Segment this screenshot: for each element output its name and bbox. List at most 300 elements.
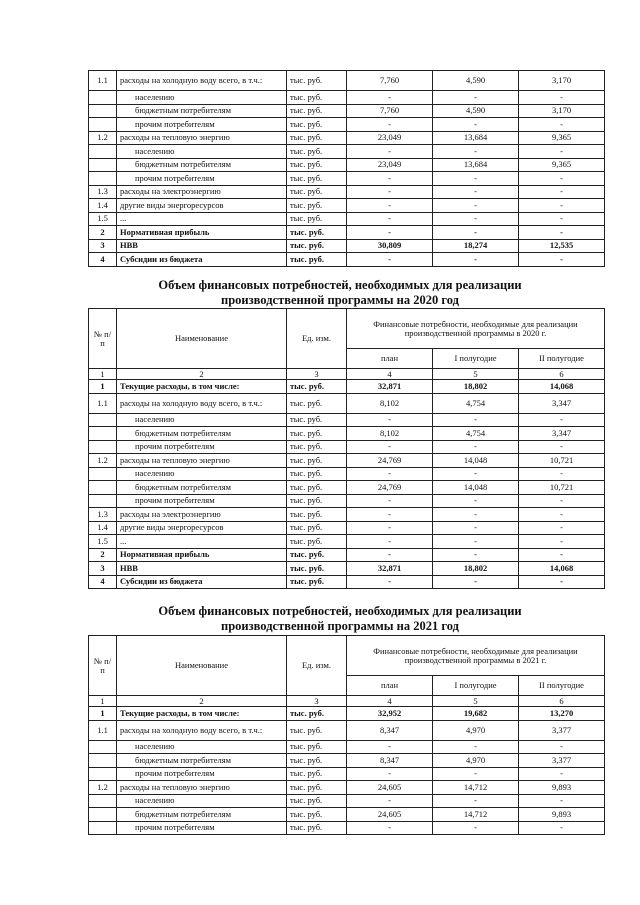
row-half1-value: 14,712 — [433, 808, 519, 822]
row-number: 1 — [89, 707, 117, 721]
table-row — [89, 131, 605, 145]
row-name: другие виды энергоресурсов — [117, 199, 287, 213]
row-half2-value: 9,893 — [519, 808, 605, 822]
row-half1-value: - — [433, 440, 519, 454]
row-unit: тыс. руб. — [287, 720, 347, 740]
row-half1-value: 4,970 — [433, 754, 519, 768]
row-half1-value: - — [433, 548, 519, 562]
row-half1-value: 13,684 — [433, 131, 519, 145]
row-half1-value: 18,802 — [433, 380, 519, 394]
row-plan-value: - — [347, 226, 433, 240]
row-half1-value: 14,048 — [433, 481, 519, 495]
row-plan-value: 24,605 — [347, 781, 433, 795]
row-half2-value: - — [519, 91, 605, 105]
row-number: 1 — [89, 380, 117, 394]
row-half2-value: - — [519, 535, 605, 549]
row-unit: тыс. руб. — [287, 71, 347, 91]
row-unit: тыс. руб. — [287, 707, 347, 721]
row-unit: тыс. руб. — [287, 521, 347, 535]
financial-table-continued — [88, 70, 605, 267]
row-number: 1.2 — [89, 131, 117, 145]
row-half1-value: - — [433, 821, 519, 835]
row-plan-value: 7,760 — [347, 104, 433, 118]
row-number: 1.2 — [89, 781, 117, 795]
row-half1-value: - — [433, 253, 519, 267]
section-2021-title — [80, 604, 600, 634]
row-name: прочим потребителям — [117, 821, 287, 835]
column-index: 2 — [117, 696, 287, 707]
row-plan-value: - — [347, 440, 433, 454]
row-unit: тыс. руб. — [287, 91, 347, 105]
row-name: бюджетным потребителям — [117, 104, 287, 118]
row-half2-value: 3,377 — [519, 754, 605, 768]
row-name: Субсидии из бюджета — [117, 575, 287, 589]
row-half1-value: 4,754 — [433, 393, 519, 413]
row-half2-value: - — [519, 467, 605, 481]
header-name: Наименование — [117, 309, 287, 369]
row-name: расходы на электроэнергию — [117, 508, 287, 522]
row-plan-value: - — [347, 172, 433, 186]
row-plan-value: - — [347, 185, 433, 199]
row-half2-value: 3,170 — [519, 104, 605, 118]
row-unit: тыс. руб. — [287, 548, 347, 562]
row-unit: тыс. руб. — [287, 380, 347, 394]
row-name: другие виды энергоресурсов — [117, 521, 287, 535]
row-number — [89, 808, 117, 822]
row-half2-value: 9,365 — [519, 158, 605, 172]
row-name: населению — [117, 91, 287, 105]
row-name: Нормативная прибыль — [117, 226, 287, 240]
row-name: ... — [117, 212, 287, 226]
row-number — [89, 427, 117, 441]
row-number: 1.5 — [89, 535, 117, 549]
row-name: прочим потребителям — [117, 118, 287, 132]
section-2021-title-line2: производственной программы на 2021 год — [221, 619, 459, 633]
row-unit: тыс. руб. — [287, 239, 347, 253]
row-half1-value: - — [433, 212, 519, 226]
header-unit: Ед. изм. — [287, 309, 347, 369]
row-half2-value: 9,893 — [519, 781, 605, 795]
row-unit: тыс. руб. — [287, 118, 347, 132]
table-row — [89, 467, 605, 481]
header-number: № п/п — [89, 309, 117, 369]
row-half1-value: 4,754 — [433, 427, 519, 441]
row-number — [89, 794, 117, 808]
row-half2-value: - — [519, 226, 605, 240]
row-number — [89, 104, 117, 118]
row-half2-value: - — [519, 440, 605, 454]
row-number: 3 — [89, 239, 117, 253]
row-half1-value: - — [433, 575, 519, 589]
row-half2-value: - — [519, 767, 605, 781]
row-plan-value: 24,769 — [347, 454, 433, 468]
row-number: 1.1 — [89, 393, 117, 413]
row-unit: тыс. руб. — [287, 145, 347, 159]
row-unit: тыс. руб. — [287, 808, 347, 822]
table-row — [89, 808, 605, 822]
row-plan-value: - — [347, 467, 433, 481]
row-number — [89, 172, 117, 186]
row-unit: тыс. руб. — [287, 508, 347, 522]
table-row — [89, 172, 605, 186]
column-index: 3 — [287, 696, 347, 707]
table-row — [89, 740, 605, 754]
row-unit: тыс. руб. — [287, 562, 347, 576]
header-half1: I полугодие — [433, 349, 519, 369]
table-row — [89, 104, 605, 118]
row-half2-value: - — [519, 794, 605, 808]
table-row — [89, 212, 605, 226]
row-half1-value: 4,590 — [433, 71, 519, 91]
column-index: 5 — [433, 696, 519, 707]
table-row — [89, 494, 605, 508]
row-half1-value: 13,684 — [433, 158, 519, 172]
row-half2-value: - — [519, 548, 605, 562]
header-financial-needs: Финансовые потребности, необходимые для реализации производственной программы в 2020 г. — [347, 309, 605, 349]
row-half1-value: - — [433, 172, 519, 186]
row-plan-value: - — [347, 145, 433, 159]
header-plan: план — [347, 676, 433, 696]
row-unit: тыс. руб. — [287, 413, 347, 427]
row-number: 1.4 — [89, 521, 117, 535]
row-half1-value: - — [433, 767, 519, 781]
row-name: расходы на холодную воду всего, в т.ч.: — [117, 393, 287, 413]
table-row — [89, 91, 605, 105]
row-name: Текущие расходы, в том числе: — [117, 707, 287, 721]
row-number: 1.1 — [89, 720, 117, 740]
row-number: 3 — [89, 562, 117, 576]
row-name: расходы на тепловую энергию — [117, 781, 287, 795]
row-name: НВВ — [117, 239, 287, 253]
row-plan-value: 32,871 — [347, 380, 433, 394]
row-half1-value: 18,274 — [433, 239, 519, 253]
row-unit: тыс. руб. — [287, 199, 347, 213]
row-half1-value: - — [433, 535, 519, 549]
table-row — [89, 393, 605, 413]
financial-table-2021 — [88, 635, 605, 835]
row-number: 1.3 — [89, 185, 117, 199]
row-half1-value: - — [433, 185, 519, 199]
row-unit: тыс. руб. — [287, 575, 347, 589]
table-row — [89, 118, 605, 132]
table-row — [89, 158, 605, 172]
row-name: прочим потребителям — [117, 767, 287, 781]
row-plan-value: - — [347, 794, 433, 808]
table-row — [89, 575, 605, 589]
row-number: 1.4 — [89, 199, 117, 213]
row-half2-value: - — [519, 575, 605, 589]
row-plan-value: - — [347, 740, 433, 754]
row-name: бюджетным потребителям — [117, 754, 287, 768]
row-number: 2 — [89, 226, 117, 240]
row-number — [89, 440, 117, 454]
row-half2-value: - — [519, 253, 605, 267]
row-unit: тыс. руб. — [287, 440, 347, 454]
financial-table-2020 — [88, 308, 605, 589]
row-name: прочим потребителям — [117, 440, 287, 454]
row-half1-value: - — [433, 91, 519, 105]
row-plan-value: - — [347, 253, 433, 267]
table-row — [89, 508, 605, 522]
row-name: населению — [117, 467, 287, 481]
row-plan-value: - — [347, 521, 433, 535]
table-row — [89, 185, 605, 199]
row-unit: тыс. руб. — [287, 212, 347, 226]
column-index: 6 — [519, 696, 605, 707]
row-number — [89, 767, 117, 781]
row-half2-value: - — [519, 172, 605, 186]
row-unit: тыс. руб. — [287, 767, 347, 781]
row-name: бюджетным потребителям — [117, 427, 287, 441]
row-half2-value: 14,068 — [519, 562, 605, 576]
row-number: 1.2 — [89, 454, 117, 468]
row-half2-value: - — [519, 199, 605, 213]
row-number — [89, 118, 117, 132]
column-index: 2 — [117, 369, 287, 380]
row-half1-value: - — [433, 521, 519, 535]
row-plan-value: - — [347, 91, 433, 105]
row-plan-value: - — [347, 118, 433, 132]
section-2020-title-line2: производственной программы на 2020 год — [221, 293, 459, 307]
row-unit: тыс. руб. — [287, 740, 347, 754]
row-half2-value: - — [519, 185, 605, 199]
row-half1-value: - — [433, 740, 519, 754]
row-half1-value: - — [433, 413, 519, 427]
row-plan-value: 30,809 — [347, 239, 433, 253]
header-half1: I полугодие — [433, 676, 519, 696]
row-number — [89, 413, 117, 427]
row-number — [89, 158, 117, 172]
row-plan-value: - — [347, 575, 433, 589]
header-half2: II полугодие — [519, 349, 605, 369]
row-half2-value: 13,270 — [519, 707, 605, 721]
row-half2-value: 10,721 — [519, 454, 605, 468]
row-half1-value: 14,712 — [433, 781, 519, 795]
row-plan-value: - — [347, 199, 433, 213]
table-row — [89, 767, 605, 781]
row-unit: тыс. руб. — [287, 131, 347, 145]
row-plan-value: 23,049 — [347, 158, 433, 172]
section-2020-title — [80, 278, 600, 308]
row-half2-value: - — [519, 118, 605, 132]
row-name: ... — [117, 535, 287, 549]
row-number — [89, 145, 117, 159]
row-half2-value: 9,365 — [519, 131, 605, 145]
row-half2-value: 3,377 — [519, 720, 605, 740]
row-half1-value: 4,970 — [433, 720, 519, 740]
row-half1-value: - — [433, 794, 519, 808]
row-name: прочим потребителям — [117, 172, 287, 186]
row-half1-value: - — [433, 145, 519, 159]
row-plan-value: 8,102 — [347, 427, 433, 441]
row-plan-value: 7,760 — [347, 71, 433, 91]
table-row — [89, 239, 605, 253]
row-half2-value: - — [519, 521, 605, 535]
row-plan-value: 24,769 — [347, 481, 433, 495]
section-2021-title-line1: Объем финансовых потребностей, необходимых для реализации — [158, 604, 522, 618]
table-row — [89, 454, 605, 468]
row-half2-value: 3,347 — [519, 393, 605, 413]
row-number: 1.3 — [89, 508, 117, 522]
row-name: Нормативная прибыль — [117, 548, 287, 562]
row-number: 4 — [89, 253, 117, 267]
table-row — [89, 794, 605, 808]
row-number — [89, 467, 117, 481]
row-number: 1.5 — [89, 212, 117, 226]
row-name: населению — [117, 145, 287, 159]
row-half1-value: - — [433, 508, 519, 522]
row-unit: тыс. руб. — [287, 481, 347, 495]
header-unit: Ед. изм. — [287, 636, 347, 696]
row-number — [89, 494, 117, 508]
row-half2-value: - — [519, 494, 605, 508]
row-plan-value: 8,102 — [347, 393, 433, 413]
header-name: Наименование — [117, 636, 287, 696]
table-row — [89, 521, 605, 535]
row-name: Субсидии из бюджета — [117, 253, 287, 267]
column-index: 4 — [347, 696, 433, 707]
row-unit: тыс. руб. — [287, 393, 347, 413]
row-half1-value: 4,590 — [433, 104, 519, 118]
row-half1-value: 18,802 — [433, 562, 519, 576]
row-name: населению — [117, 413, 287, 427]
table-row — [89, 226, 605, 240]
row-number: 1.1 — [89, 71, 117, 91]
column-index: 6 — [519, 369, 605, 380]
row-name: Текущие расходы, в том числе: — [117, 380, 287, 394]
table-row — [89, 380, 605, 394]
row-half1-value: - — [433, 226, 519, 240]
row-name: расходы на холодную воду всего, в т.ч.: — [117, 71, 287, 91]
row-half2-value: - — [519, 145, 605, 159]
table-row — [89, 562, 605, 576]
table-row — [89, 71, 605, 91]
row-name: прочим потребителям — [117, 494, 287, 508]
table-row — [89, 548, 605, 562]
table-row — [89, 707, 605, 721]
row-plan-value: - — [347, 212, 433, 226]
row-unit: тыс. руб. — [287, 535, 347, 549]
row-plan-value: - — [347, 821, 433, 835]
table-row — [89, 440, 605, 454]
row-half2-value: 10,721 — [519, 481, 605, 495]
row-unit: тыс. руб. — [287, 821, 347, 835]
row-plan-value: - — [347, 548, 433, 562]
row-half2-value: 3,170 — [519, 71, 605, 91]
column-index: 3 — [287, 369, 347, 380]
row-plan-value: 8,347 — [347, 720, 433, 740]
row-unit: тыс. руб. — [287, 158, 347, 172]
row-name: расходы на холодную воду всего, в т.ч.: — [117, 720, 287, 740]
table-row — [89, 720, 605, 740]
row-half1-value: 19,682 — [433, 707, 519, 721]
row-half1-value: - — [433, 494, 519, 508]
table-row — [89, 481, 605, 495]
column-index: 4 — [347, 369, 433, 380]
column-index: 1 — [89, 696, 117, 707]
row-name: бюджетным потребителям — [117, 808, 287, 822]
row-number — [89, 821, 117, 835]
row-unit: тыс. руб. — [287, 172, 347, 186]
row-plan-value: - — [347, 413, 433, 427]
row-plan-value: - — [347, 508, 433, 522]
row-half1-value: 14,048 — [433, 454, 519, 468]
row-number: 2 — [89, 548, 117, 562]
row-unit: тыс. руб. — [287, 454, 347, 468]
row-half2-value: - — [519, 413, 605, 427]
table-row — [89, 145, 605, 159]
row-number — [89, 481, 117, 495]
row-unit: тыс. руб. — [287, 226, 347, 240]
row-half2-value: 14,068 — [519, 380, 605, 394]
header-plan: план — [347, 349, 433, 369]
table-row — [89, 821, 605, 835]
row-number: 4 — [89, 575, 117, 589]
table-row — [89, 427, 605, 441]
row-unit: тыс. руб. — [287, 794, 347, 808]
table-row — [89, 754, 605, 768]
row-unit: тыс. руб. — [287, 467, 347, 481]
row-plan-value: 23,049 — [347, 131, 433, 145]
row-number — [89, 740, 117, 754]
row-half2-value: 3,347 — [519, 427, 605, 441]
row-plan-value: 24,605 — [347, 808, 433, 822]
row-name: населению — [117, 794, 287, 808]
table-row — [89, 535, 605, 549]
row-half1-value: - — [433, 467, 519, 481]
row-unit: тыс. руб. — [287, 427, 347, 441]
header-financial-needs: Финансовые потребности, необходимые для реализации производственной программы в 2021 г. — [347, 636, 605, 676]
row-half2-value: - — [519, 821, 605, 835]
row-unit: тыс. руб. — [287, 104, 347, 118]
row-unit: тыс. руб. — [287, 185, 347, 199]
header-number: № п/п — [89, 636, 117, 696]
row-half2-value: - — [519, 212, 605, 226]
row-number — [89, 754, 117, 768]
row-name: расходы на тепловую энергию — [117, 454, 287, 468]
row-plan-value: 32,952 — [347, 707, 433, 721]
row-unit: тыс. руб. — [287, 494, 347, 508]
section-2020-title-line1: Объем финансовых потребностей, необходимых для реализации — [158, 278, 522, 292]
row-plan-value: 8,347 — [347, 754, 433, 768]
table-row — [89, 781, 605, 795]
row-plan-value: 32,871 — [347, 562, 433, 576]
table-row — [89, 413, 605, 427]
row-half2-value: - — [519, 508, 605, 522]
column-index: 5 — [433, 369, 519, 380]
row-half1-value: - — [433, 118, 519, 132]
row-number — [89, 91, 117, 105]
row-name: населению — [117, 740, 287, 754]
row-plan-value: - — [347, 535, 433, 549]
row-name: бюджетным потребителям — [117, 158, 287, 172]
row-half2-value: 12,535 — [519, 239, 605, 253]
row-unit: тыс. руб. — [287, 781, 347, 795]
row-name: расходы на электроэнергию — [117, 185, 287, 199]
row-unit: тыс. руб. — [287, 253, 347, 267]
row-name: расходы на тепловую энергию — [117, 131, 287, 145]
column-index: 1 — [89, 369, 117, 380]
row-half1-value: - — [433, 199, 519, 213]
table-row — [89, 199, 605, 213]
row-plan-value: - — [347, 767, 433, 781]
table-row — [89, 253, 605, 267]
row-name: бюджетным потребителям — [117, 481, 287, 495]
row-plan-value: - — [347, 494, 433, 508]
row-unit: тыс. руб. — [287, 754, 347, 768]
row-name: НВВ — [117, 562, 287, 576]
header-half2: II полугодие — [519, 676, 605, 696]
